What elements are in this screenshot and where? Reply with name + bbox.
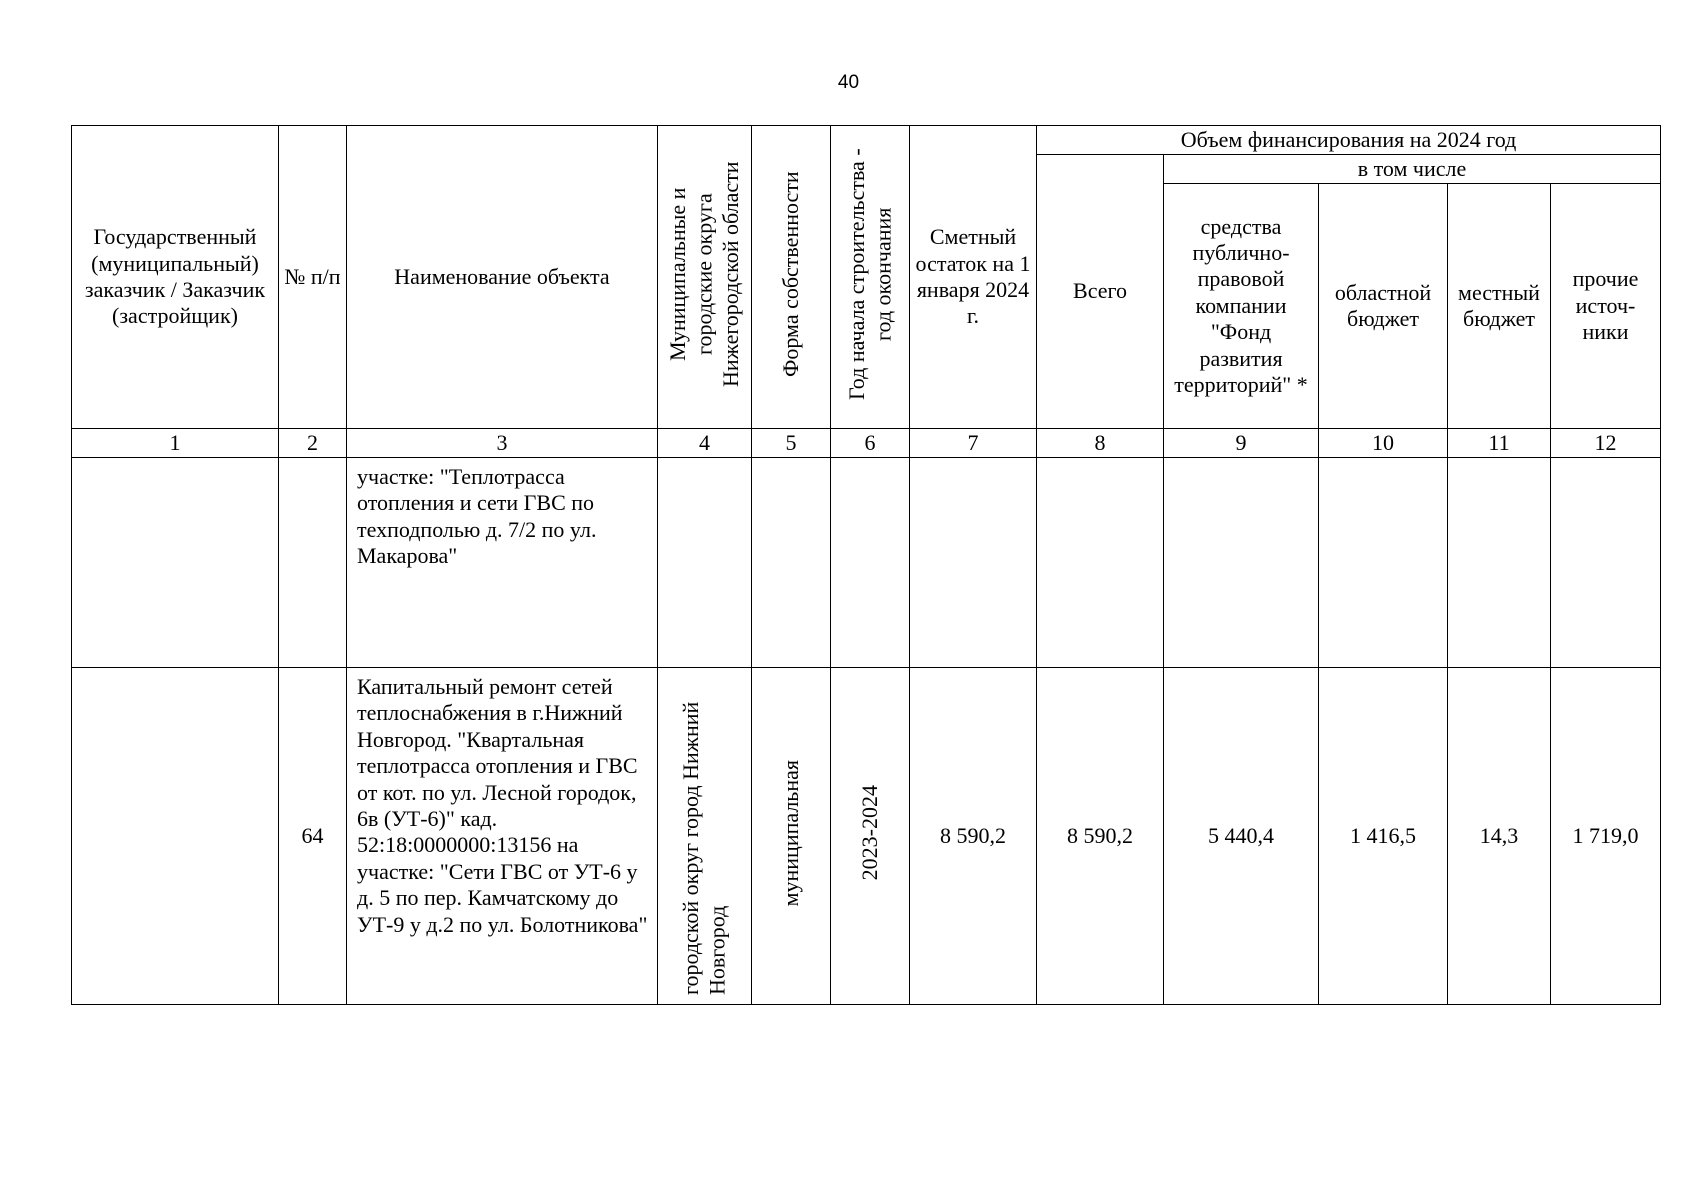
cell-local: 14,3 [1448, 668, 1551, 1005]
header-financing: Объем финансирования на 2024 год [1037, 126, 1661, 155]
cell-object-name: Капитальный ремонт сетей теплоснабжения в г.Нижний Новгород. "Квартальная теплотрасса отопления и ГВС от кот. по ул. Лесной городок, 6в (УТ-6)" кад. 52:18:0000000:13156 на участке: "Сети ГВС от УТ-6 у д. 5 по пер. Камчатскому до УТ-9 у д.2 по ул. Болотникова" [347, 668, 658, 1005]
cell-object-name: участке: "Теплотрасса отопления и сети ГВС по техподполью д. 7/2 по ул. Макарова" [347, 458, 658, 668]
column-number-row [72, 429, 1661, 458]
column-number: 5 [752, 429, 831, 458]
cell-total: 8 590,2 [1037, 668, 1164, 1005]
column-number: 8 [1037, 429, 1164, 458]
cell-ownership: муниципальная [752, 668, 831, 1005]
cell-local [1448, 458, 1551, 668]
cell-num [279, 458, 347, 668]
cell-regional: 1 416,5 [1319, 668, 1448, 1005]
column-number: 10 [1319, 429, 1448, 458]
cell-total [1037, 458, 1164, 668]
header-ownership: Форма собственности [752, 126, 831, 429]
cell-estimate [910, 458, 1037, 668]
cell-ownership [752, 458, 831, 668]
column-number: 11 [1448, 429, 1551, 458]
column-number: 9 [1164, 429, 1319, 458]
header-years: Год начала строительства - год окончания [831, 126, 910, 429]
cell-customer [72, 458, 279, 668]
page-number: 40 [837, 72, 860, 93]
column-number: 2 [279, 429, 347, 458]
cell-years [831, 458, 910, 668]
header-customer: Государственный (муниципальный) заказчик / Заказчик (застройщик) [72, 126, 279, 429]
column-number: 6 [831, 429, 910, 458]
cell-customer [72, 668, 279, 1005]
header-num: № п/п [279, 126, 347, 429]
column-number: 3 [347, 429, 658, 458]
table-header [72, 126, 1661, 429]
table-row [72, 668, 1661, 1005]
cell-other [1551, 458, 1661, 668]
financing-table [71, 125, 1661, 1005]
header-local: местный бюджет [1448, 184, 1551, 429]
cell-municipality [658, 458, 752, 668]
cell-regional [1319, 458, 1448, 668]
cell-years: 2023-2024 [831, 668, 910, 1005]
header-including: в том числе [1164, 155, 1661, 184]
header-other: прочие источ-ники [1551, 184, 1661, 429]
header-estimate: Сметный остаток на 1 января 2024 г. [910, 126, 1037, 429]
cell-fund: 5 440,4 [1164, 668, 1319, 1005]
column-number: 12 [1551, 429, 1661, 458]
table-body [72, 429, 1661, 1005]
cell-estimate: 8 590,2 [910, 668, 1037, 1005]
header-object-name: Наименование объекта [347, 126, 658, 429]
column-number: 7 [910, 429, 1037, 458]
header-fund: средства публично-правовой компании "Фонд развития территорий" * [1164, 184, 1319, 429]
table-row [72, 458, 1661, 668]
header-municipality: Муниципальные и городские округа Нижегородской области [658, 126, 752, 429]
cell-municipality: городской округ город Нижний Новгород [658, 668, 752, 1005]
cell-fund [1164, 458, 1319, 668]
header-total: Всего [1037, 155, 1164, 429]
cell-num: 64 [279, 668, 347, 1005]
column-number: 1 [72, 429, 279, 458]
column-number: 4 [658, 429, 752, 458]
header-regional: областной бюджет [1319, 184, 1448, 429]
cell-other: 1 719,0 [1551, 668, 1661, 1005]
